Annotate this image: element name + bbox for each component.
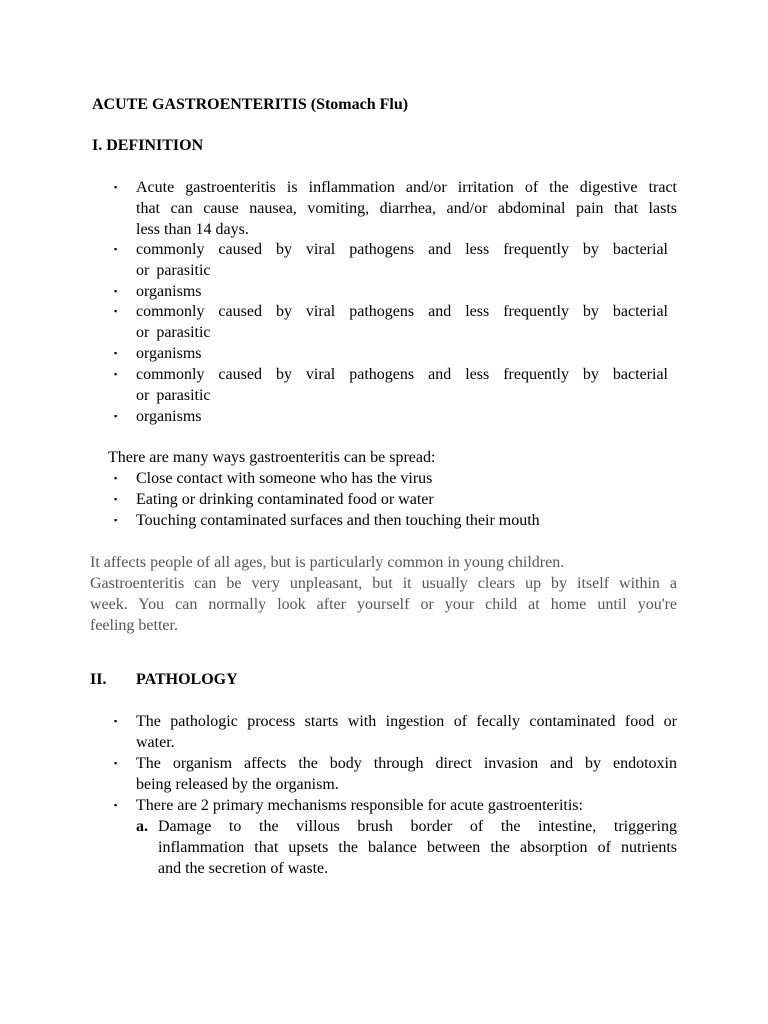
bullet-marker: ▪ — [114, 800, 118, 810]
bullet-marker: ▪ — [114, 515, 118, 525]
list-item-line: commonly caused by viral pathogens and less frequently by bacterial — [136, 241, 668, 258]
paragraph-line: feeling better. — [90, 617, 178, 634]
list-item-line: Touching contaminated surfaces and then touching their mouth — [136, 512, 540, 529]
section-heading-pathology: PATHOLOGY — [136, 671, 238, 688]
title-main: ACUTE GASTROENTERITIS — [92, 96, 307, 113]
bullet-marker: ▪ — [114, 369, 118, 379]
bullet-marker: ▪ — [114, 348, 118, 358]
bullet-marker: ▪ — [114, 244, 118, 254]
list-item-line: The pathologic process starts with ingestion of fecally contaminated food or — [136, 713, 677, 730]
bullet-marker: ▪ — [114, 473, 118, 483]
list-item-line: less than 14 days. — [136, 221, 249, 238]
list-item-line: organisms — [136, 283, 202, 300]
list-item-line: The organism affects the body through direct invasion and by endotoxin — [136, 755, 677, 772]
list-item-line: organisms — [136, 345, 202, 362]
bullet-marker: ▪ — [114, 716, 118, 726]
list-item-line: water. — [136, 734, 175, 751]
sub-item-marker: a. — [136, 818, 148, 835]
list-item-line: organisms — [136, 408, 202, 425]
bullet-marker: ▪ — [114, 758, 118, 768]
spread-intro: There are many ways gastroenteritis can be spread: — [108, 449, 436, 466]
list-item-line: or parasitic — [136, 324, 211, 341]
sub-item-line: and the secretion of waste. — [158, 860, 329, 877]
list-item-line: or parasitic — [136, 387, 211, 404]
sub-item-line: Damage to the villous brush border of the intestine, triggering — [158, 818, 677, 835]
section-number-pathology: II. — [90, 671, 107, 688]
list-item-line: Acute gastroenteritis is inflammation and/or irritation of the digestive tract — [136, 179, 677, 196]
list-item-line: Close contact with someone who has the virus — [136, 470, 433, 487]
paragraph-line: Gastroenteritis can be very unpleasant, but it usually clears up by itself within a — [90, 575, 677, 592]
bullet-marker: ▪ — [114, 411, 118, 421]
list-item-line: commonly caused by viral pathogens and less frequently by bacterial — [136, 366, 668, 383]
paragraph-line: It affects people of all ages, but is particularly common in young children. — [90, 554, 565, 571]
sub-item-line: inflammation that upsets the balance between the absorption of nutrients — [158, 839, 677, 856]
list-item-line: being released by the organism. — [136, 776, 339, 793]
paragraph-line: week. You can normally look after yourself or your child at home until you're — [90, 596, 677, 613]
section-heading-definition: I. DEFINITION — [92, 137, 204, 154]
list-item-line: Eating or drinking contaminated food or water — [136, 491, 434, 508]
list-item-line: commonly caused by viral pathogens and less frequently by bacterial — [136, 303, 668, 320]
bullet-marker: ▪ — [114, 182, 118, 192]
list-item-line: There are 2 primary mechanisms responsible for acute gastroenteritis: — [136, 797, 583, 814]
list-item-line: that can cause nausea, vomiting, diarrhea, and/or abdominal pain that lasts — [136, 200, 677, 217]
bullet-marker: ▪ — [114, 306, 118, 316]
bullet-marker: ▪ — [114, 286, 118, 296]
title-paren: (Stomach Flu) — [310, 96, 409, 113]
list-item-line: or parasitic — [136, 262, 211, 279]
bullet-marker: ▪ — [114, 494, 118, 504]
document-title — [92, 94, 408, 115]
